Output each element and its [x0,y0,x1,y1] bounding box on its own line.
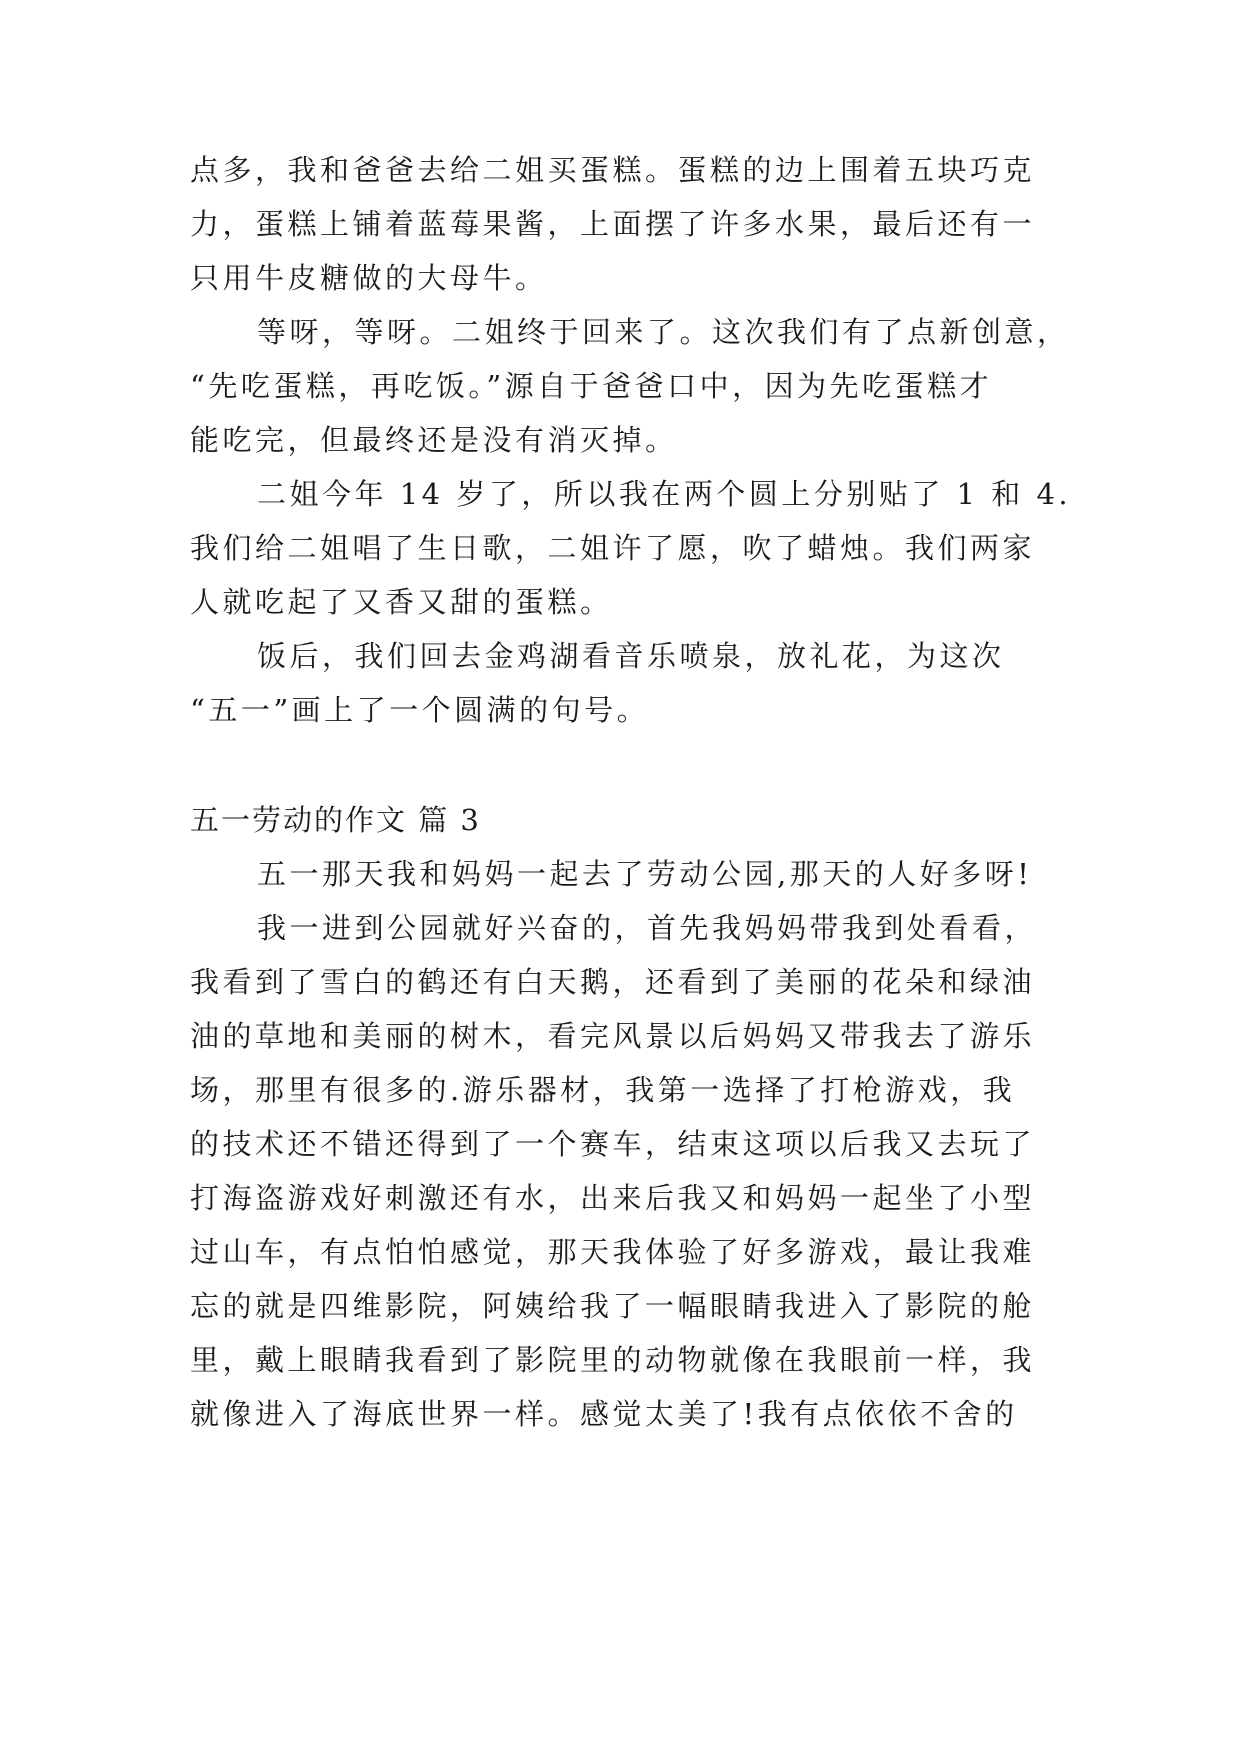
paragraph-start-line: 二姐今年 14 岁了，所以我在两个圆上分别贴了 1 和 4. [257,477,1072,511]
text-line: 过山车，有点怕怕感觉，那天我体验了好多游戏，最让我难 [190,1235,1036,1269]
text-line: “先吃蛋糕，再吃饭。”源自于爸爸口中，因为先吃蛋糕才 [190,369,993,403]
text-line: 我看到了雪白的鹤还有白天鹅，还看到了美丽的花朵和绿油 [190,965,1036,999]
section-heading: 五一劳动的作文 篇 3 [190,803,481,837]
text-line: 里，戴上眼睛我看到了影院里的动物就像在我眼前一样，我 [190,1343,1036,1377]
paragraph-start-line: 饭后，我们回去金鸡湖看音乐喷泉，放礼花，为这次 [257,639,1005,673]
paragraph-start-line: 五一那天我和妈妈一起去了劳动公园,那天的人好多呀! [257,857,1033,891]
text-line: 只用牛皮糖做的大母牛。 [190,261,548,295]
text-line: 的技术还不错还得到了一个赛车，结束这项以后我又去玩了 [190,1127,1036,1161]
text-line: 场，那里有很多的.游乐器材，我第一选择了打枪游戏，我 [190,1073,1016,1107]
text-line: 能吃完，但最终还是没有消灭掉。 [190,423,678,457]
paragraph-start-line: 等呀，等呀。二姐终于回来了。这次我们有了点新创意， [257,315,1070,349]
text-line: 我们给二姐唱了生日歌，二姐许了愿，吹了蜡烛。我们两家 [190,531,1036,565]
text-line: 忘的就是四维影院，阿姨给我了一幅眼睛我进入了影院的舱 [190,1289,1036,1323]
text-line: 力，蛋糕上铺着蓝莓果酱，上面摆了许多水果，最后还有一 [190,207,1036,241]
text-line: “五一”画上了一个圆满的句号。 [190,693,650,727]
text-line: 点多，我和爸爸去给二姐买蛋糕。蛋糕的边上围着五块巧克 [190,153,1036,187]
text-line: 就像进入了海底世界一样。感觉太美了!我有点依依不舍的 [190,1397,1018,1431]
text-line: 油的草地和美丽的树木，看完风景以后妈妈又带我去了游乐 [190,1019,1036,1053]
text-line: 人就吃起了又香又甜的蛋糕。 [190,585,613,619]
text-line: 打海盗游戏好刺激还有水，出来后我又和妈妈一起坐了小型 [190,1181,1036,1215]
paragraph-start-line: 我一进到公园就好兴奋的，首先我妈妈带我到处看看， [257,911,1038,945]
